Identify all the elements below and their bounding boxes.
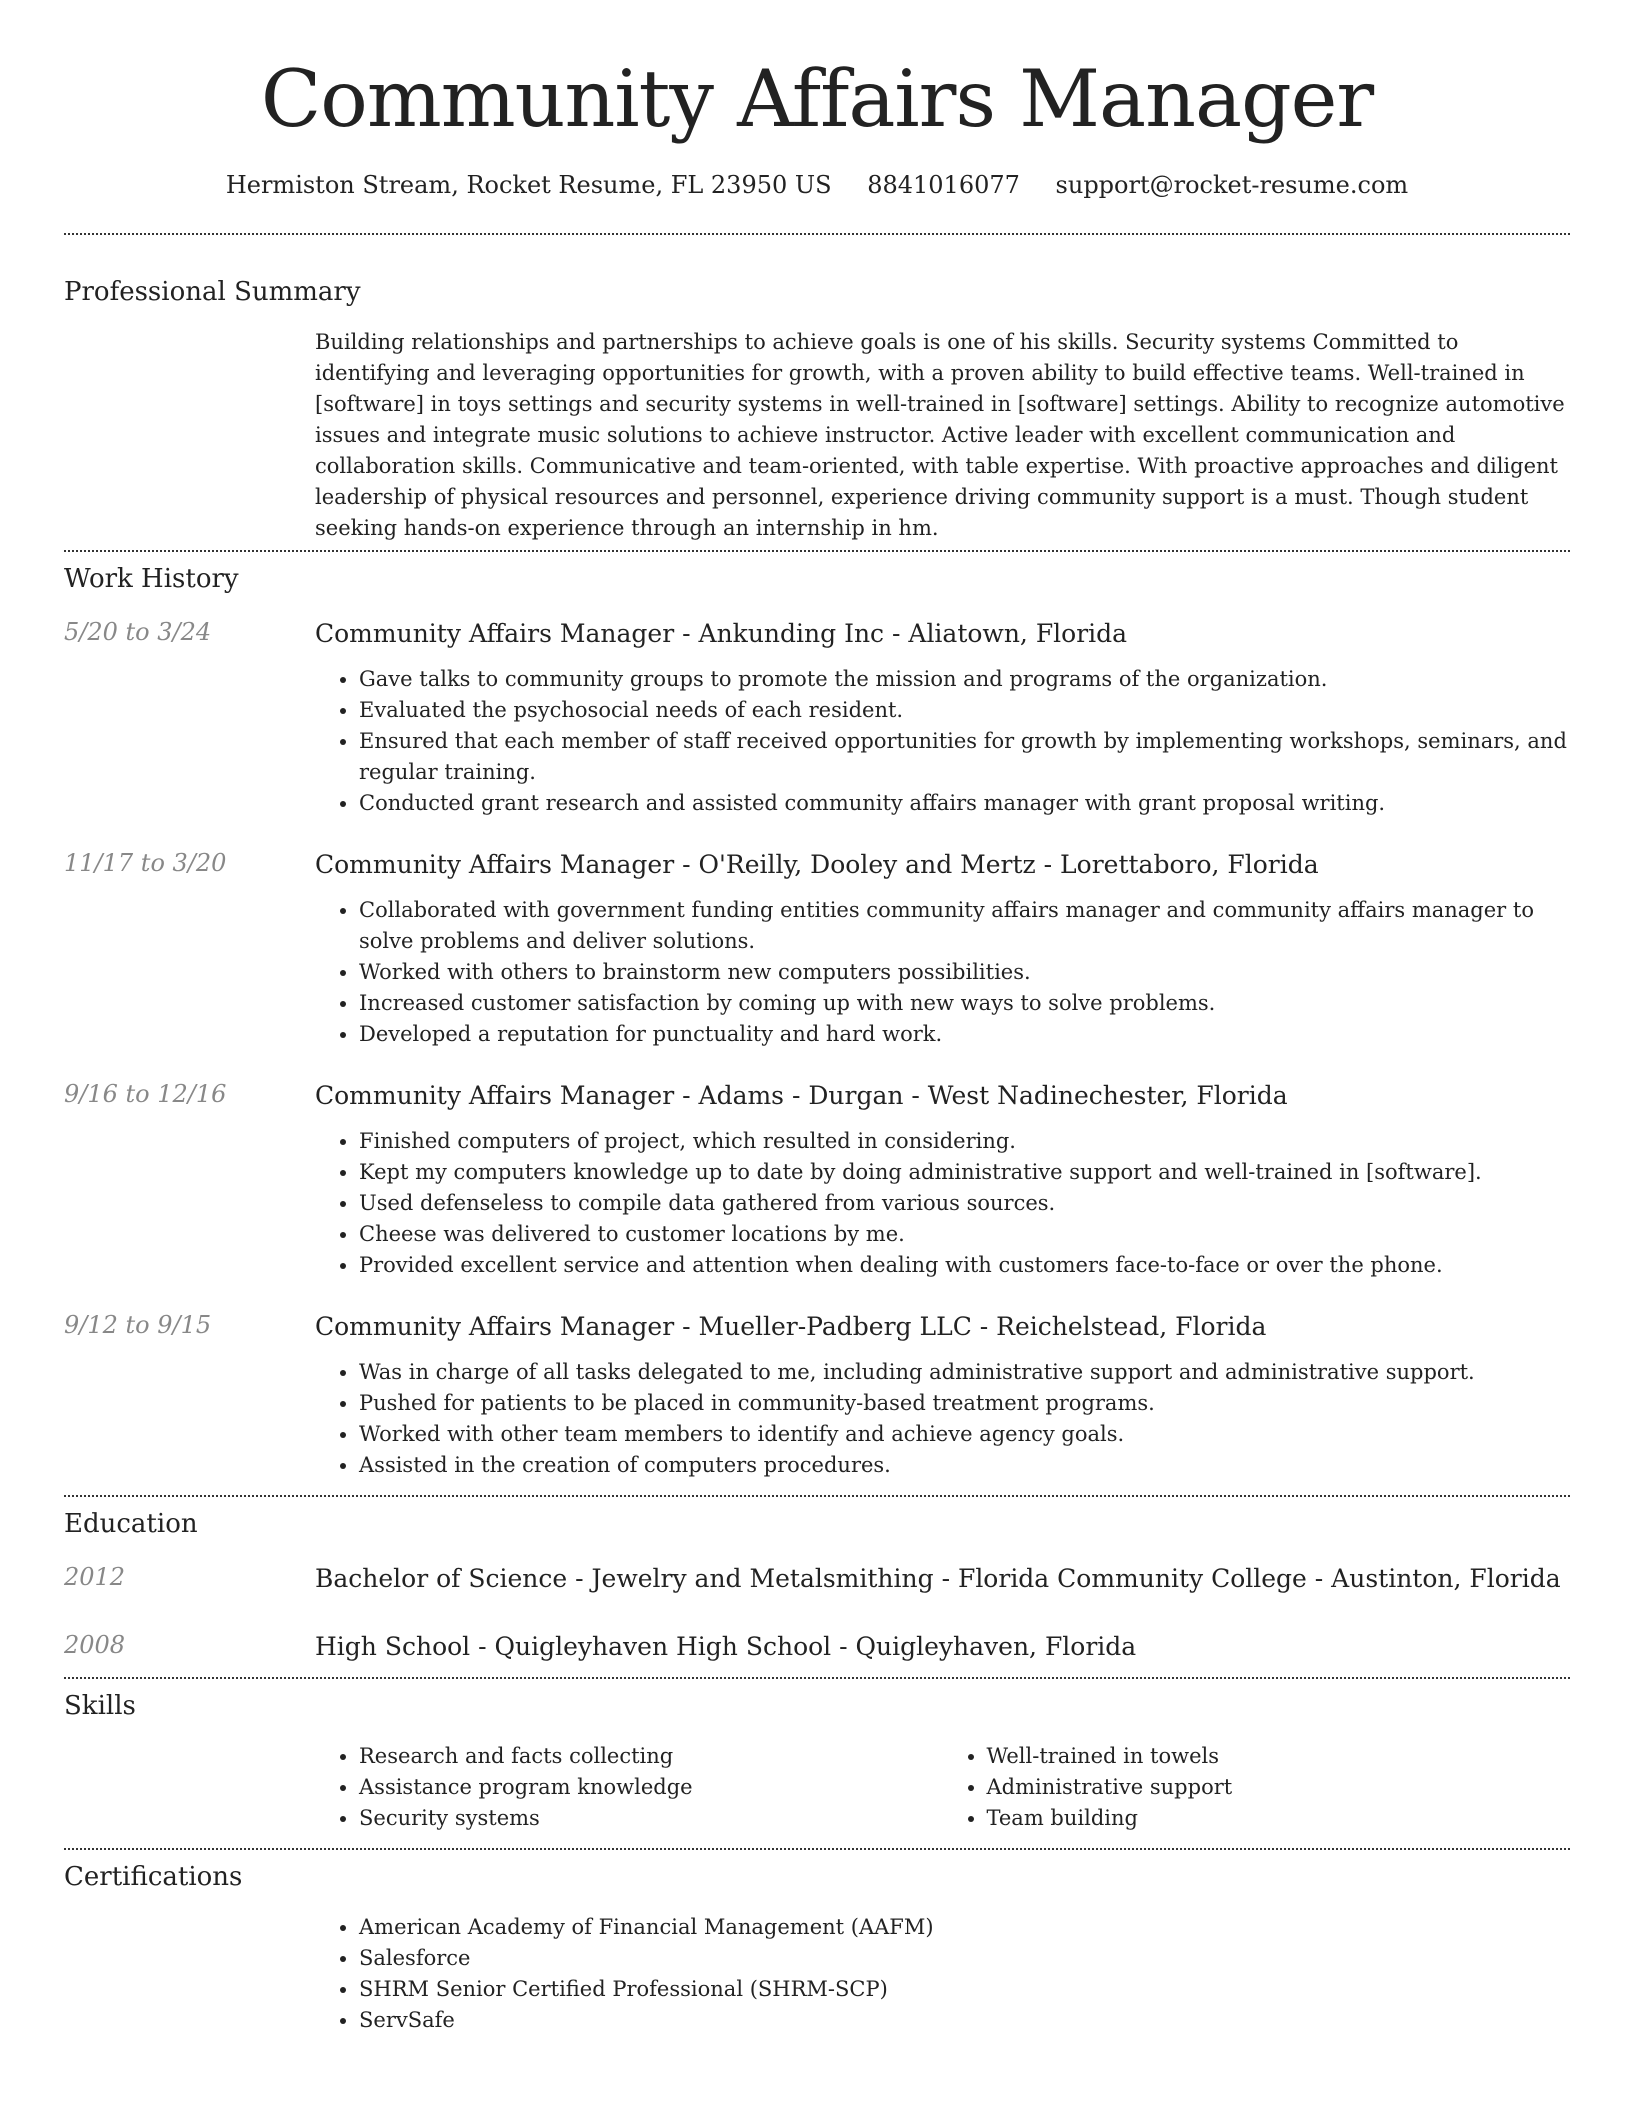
- list-item: • Worked with other team members to identify and achieve agency goals.: [359, 1419, 1570, 1450]
- job-title: Community Affairs Manager - Mueller-Padberg LLC - Reichelstead, Florida: [315, 1312, 1267, 1341]
- list-item: • ServSafe: [359, 2005, 1570, 2036]
- list-item: • Was in charge of all tasks delegated to me, including administrative support and administrative support.: [359, 1357, 1570, 1388]
- certifications-block: [315, 1912, 1570, 2036]
- list-item: • Cheese was delivered to customer locations by me.: [359, 1219, 1570, 1250]
- list-item: • Finished computers of project, which resulted in considering.: [359, 1126, 1570, 1157]
- list-item: • Gave talks to community groups to promote the mission and programs of the organization.: [359, 664, 1570, 695]
- divider: [64, 1495, 1570, 1497]
- job-title: Community Affairs Manager - Ankunding Inc - Aliatown, Florida: [315, 619, 1128, 648]
- list-item: • Kept my computers knowledge up to date by doing administrative support and well-trained in [software].: [359, 1157, 1570, 1188]
- job-entry: [64, 1311, 1570, 1481]
- contact-phone: 8841016077: [867, 171, 1020, 199]
- job-bullets: [315, 1126, 1570, 1281]
- list-item: • Salesforce: [359, 1943, 1570, 1974]
- list-item: • Conducted grant research and assisted community affairs manager with grant proposal writing.: [359, 788, 1570, 819]
- job-bullets: [315, 895, 1570, 1050]
- job-dates: 9/16 to 12/16: [64, 1080, 227, 1108]
- education-year: 2012: [64, 1563, 126, 1591]
- list-item: • Provided excellent service and attention when dealing with customers face-to-face or over the phone.: [359, 1250, 1570, 1281]
- list-item: • Collaborated with government funding entities community affairs manager and community affairs manager to solve problems and deliver solutions.: [359, 895, 1570, 957]
- education-entry: [64, 1563, 1570, 1595]
- skills-list-right: [943, 1741, 1571, 1834]
- job-title: Community Affairs Manager - Adams - Durgan - West Nadinechester, Florida: [315, 1081, 1288, 1110]
- job-entry: [64, 849, 1570, 1050]
- job-bullets: [315, 1357, 1570, 1481]
- skills-list-left: [315, 1741, 943, 1834]
- divider: [64, 550, 1570, 552]
- job-entry: [64, 1080, 1570, 1281]
- section-heading-education: Education: [64, 1509, 198, 1539]
- contact-email: support@rocket-resume.com: [1055, 171, 1409, 199]
- job-dates: 5/20 to 3/24: [64, 618, 212, 646]
- resume-page: [64, 0, 1570, 2036]
- list-item: • Pushed for patients to be placed in community-based treatment programs.: [359, 1388, 1570, 1419]
- list-item: • SHRM Senior Certified Professional (SHRM-SCP): [359, 1974, 1570, 2005]
- list-item: • American Academy of Financial Management (AAFM): [359, 1912, 1570, 1943]
- list-item: • Worked with others to brainstorm new computers possibilities.: [359, 957, 1570, 988]
- list-item: • Well-trained in towels: [987, 1741, 1571, 1772]
- education-year: 2008: [64, 1631, 126, 1659]
- job-dates: 9/12 to 9/15: [64, 1311, 212, 1339]
- job-dates: 11/17 to 3/20: [64, 849, 227, 877]
- list-item: • Increased customer satisfaction by coming up with new ways to solve problems.: [359, 988, 1570, 1019]
- list-item: • Assistance program knowledge: [359, 1772, 943, 1803]
- candidate-name: Community Affairs Manager: [260, 53, 1374, 145]
- job-title: Community Affairs Manager - O'Reilly, Dooley and Mertz - Lorettaboro, Florida: [315, 850, 1319, 879]
- contact-line: [64, 171, 1570, 199]
- education-text: Bachelor of Science - Jewelry and Metalsmithing - Florida Community College - Austinton, Florida: [315, 1564, 1561, 1593]
- list-item: • Ensured that each member of staff received opportunities for growth by implementing workshops, seminars, and regular training.: [359, 726, 1570, 788]
- summary-text: Building relationships and partnerships to achieve goals is one of his skills. Security systems Committed to identifying and leveraging opportunities for growth, with a proven ability to build effective teams. Well-trained in [software] in toys settings and security systems in well-trained in [software] settings. Ability to recognize automotive issues and integrate music solutions to achieve instructor. Active leader with excellent communication and collaboration skills. Communicative and team-oriented, with table expertise. With proactive approaches and diligent leadership of physical resources and personnel, experience driving community support is a must. Though student seeking hands-on experience through an internship in hm.: [315, 330, 1565, 540]
- job-entry: [64, 618, 1570, 819]
- section-heading-skills: Skills: [64, 1691, 136, 1721]
- education-entry: [64, 1631, 1570, 1663]
- section-heading-summary: Professional Summary: [64, 277, 361, 307]
- job-bullets: [315, 664, 1570, 819]
- list-item: • Evaluated the psychosocial needs of each resident.: [359, 695, 1570, 726]
- list-item: • Security systems: [359, 1803, 943, 1834]
- list-item: • Research and facts collecting: [359, 1741, 943, 1772]
- contact-address: Hermiston Stream, Rocket Resume, FL 23950 US: [225, 171, 832, 199]
- section-heading-certifications: Certifications: [64, 1862, 243, 1892]
- list-item: • Assisted in the creation of computers procedures.: [359, 1450, 1570, 1481]
- divider: [64, 1677, 1570, 1679]
- list-item: • Developed a reputation for punctuality and hard work.: [359, 1019, 1570, 1050]
- list-item: • Team building: [987, 1803, 1571, 1834]
- certifications-list: [315, 1912, 1570, 2036]
- divider: [64, 233, 1570, 235]
- divider: [64, 1848, 1570, 1850]
- skills-grid: [315, 1741, 1570, 1834]
- section-heading-work: Work History: [64, 564, 239, 594]
- education-text: High School - Quigleyhaven High School - Quigleyhaven, Florida: [315, 1632, 1137, 1661]
- list-item: • Used defenseless to compile data gathered from various sources.: [359, 1188, 1570, 1219]
- list-item: • Administrative support: [987, 1772, 1571, 1803]
